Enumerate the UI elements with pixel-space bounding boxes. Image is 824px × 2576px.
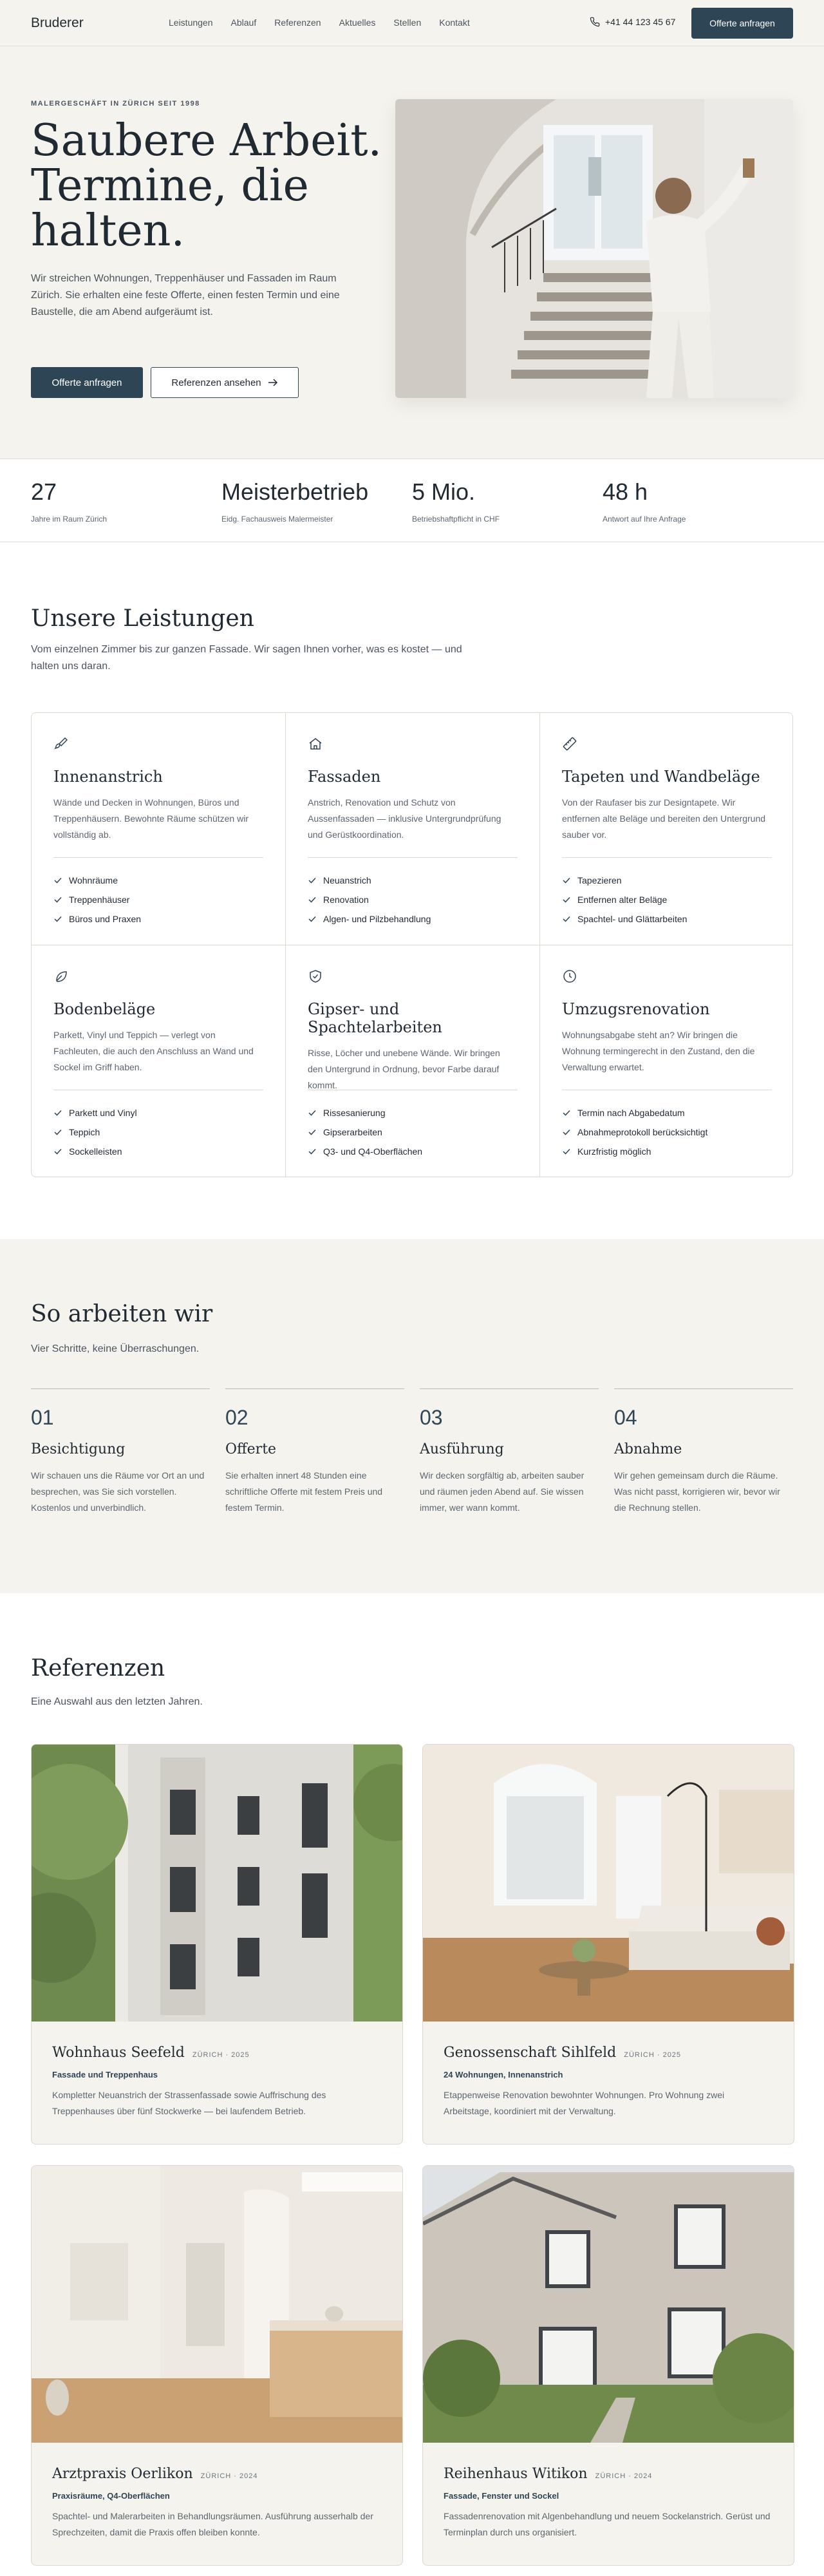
service-title: Fassaden [308, 768, 381, 786]
feature-item [53, 1122, 263, 1142]
shield-check-icon [308, 969, 323, 984]
phone-link[interactable] [590, 17, 675, 27]
check-icon [53, 1147, 62, 1156]
feature-item [562, 871, 772, 890]
service-features [562, 857, 772, 929]
feature-item [308, 1103, 518, 1122]
process-step [225, 1388, 404, 1516]
service-description: Wände und Decken in Wohnungen, Büros und Treppenhäusern. Bewohnte Räume schützen wir vollständig ab. [53, 797, 248, 840]
feature-label: Sockelleisten [69, 1146, 122, 1157]
step-text: Wir gehen gemeinsam durch die Räume. Was nicht passt, korrigieren wir, bevor wir die Rechnung stellen. [614, 1470, 780, 1513]
stat-item [603, 478, 783, 524]
reference-title: Genossenschaft Sihlfeld [444, 2045, 617, 2061]
service-description: Parkett, Vinyl und Teppich — verlegt von Fachleuten, die auch den Anschluss an Wand und Sockel im Griff haben. [53, 1030, 254, 1072]
check-icon [562, 914, 571, 923]
reference-scope: Praxisräume, Q4-Oberflächen [52, 2491, 170, 2501]
service-title: Bodenbeläge [53, 1000, 156, 1018]
brush-icon [53, 736, 69, 752]
references-title: Referenzen [31, 1655, 165, 1681]
nav-link-stellen[interactable]: Stellen [393, 17, 422, 28]
service-features [308, 1090, 518, 1161]
service-description: Risse, Löcher und unebene Wände. Wir bringen den Untergrund in Ordnung, bevor Farbe darauf kommt. [308, 1048, 500, 1090]
check-icon [308, 895, 317, 904]
stat-item [31, 478, 211, 524]
feature-label: Renovation [323, 895, 369, 905]
check-icon [562, 1147, 571, 1156]
feature-label: Abnahmeprotokoll berücksichtigt [577, 1127, 708, 1137]
nav-link-leistungen[interactable]: Leistungen [169, 17, 213, 28]
stat-value: 48 h [603, 478, 648, 505]
feature-item [308, 1122, 518, 1142]
reference-card[interactable] [31, 2165, 403, 2566]
hero-offer-button[interactable]: Offerte anfragen [31, 367, 143, 398]
reference-image [32, 2166, 403, 2443]
feature-label: Büros und Praxen [69, 914, 142, 924]
references-subtitle: Eine Auswahl aus den letzten Jahren. [31, 1696, 203, 1707]
stats-bar [0, 459, 824, 542]
reference-description: Spachtel- und Malerarbeiten in Behandlungsräumen. Ausführung ausserhalb der Sprechzeiten, damit die Praxis offen bleiben konnte. [52, 2511, 373, 2537]
service-card [286, 713, 539, 945]
feature-label: Treppenhäuser [69, 895, 130, 905]
service-features [562, 1090, 772, 1161]
reference-description: Etappenweise Renovation bewohnter Wohnungen. Pro Wohnung zwei Arbeitstage, koordiniert mit der Verwaltung. [444, 2090, 725, 2116]
reference-scope: 24 Wohnungen, Innenanstrich [444, 2070, 563, 2079]
service-features [53, 1090, 263, 1161]
reference-meta: ZÜRICH · 2024 [200, 2472, 258, 2480]
house-icon [308, 736, 323, 752]
hero-text: Wir streichen Wohnungen, Treppenhäuser und Fassaden im Raum Zürich. Sie erhalten eine feste Offerte, einen festen Termin und eine Baustelle, die am Abend aufgeräumt ist. [31, 273, 340, 317]
service-title: Umzugsrenovation [562, 1000, 710, 1018]
service-card [286, 945, 539, 1177]
feature-label: Wohnräume [69, 875, 118, 886]
check-icon [53, 1108, 62, 1117]
service-card [540, 945, 794, 1177]
reference-meta: ZÜRICH · 2025 [624, 2051, 682, 2059]
process-section [0, 1239, 824, 1593]
hero-references-button[interactable] [151, 367, 299, 398]
nav-link-ablauf[interactable]: Ablauf [230, 17, 257, 28]
reference-title: Reihenhaus Witikon [444, 2466, 588, 2482]
stat-value: Meisterbetrieb [221, 478, 369, 505]
check-icon [53, 895, 62, 904]
check-icon [308, 1147, 317, 1156]
nav-link-aktuelles[interactable]: Aktuelles [339, 17, 376, 28]
service-card [32, 713, 285, 945]
leaf-icon [53, 969, 69, 984]
service-description: Von der Raufaser bis zur Designtapete. Wir entfernen alte Beläge und bereiten den Untergrund sauber vor. [562, 797, 766, 840]
feature-item [53, 871, 263, 890]
reference-scope: Fassade, Fenster und Sockel [444, 2491, 559, 2501]
feature-label: Teppich [69, 1127, 100, 1137]
reference-title: Wohnhaus Seefeld [52, 2045, 185, 2061]
header-cta-button[interactable]: Offerte anfragen [691, 8, 793, 39]
reference-image [32, 1745, 403, 2022]
step-text: Wir decken sorgfältig ab, arbeiten sauber und räumen jeden Abend auf. Sie wissen immer, wer wann kommt. [420, 1470, 585, 1513]
service-description: Anstrich, Renovation und Schutz von Aussenfassaden — inklusive Untergrundprüfung und Gerüstkoordination. [308, 797, 501, 840]
feature-label: Gipserarbeiten [323, 1127, 382, 1137]
hero-eyebrow: MALERGESCHÄFT IN ZÜRICH SEIT 1998 [31, 100, 200, 108]
clock-icon [562, 969, 577, 984]
stat-value: 27 [31, 478, 57, 505]
feature-item [53, 909, 263, 929]
check-icon [562, 895, 571, 904]
feature-item [308, 871, 518, 890]
phone-number: +41 44 123 45 67 [605, 17, 676, 27]
feature-label: Kurzfristig möglich [577, 1146, 651, 1157]
step-number: 04 [614, 1406, 637, 1429]
stat-item [221, 478, 402, 524]
stat-label: Betriebshaftpflicht in CHF [412, 515, 500, 524]
nav-link-kontakt[interactable]: Kontakt [439, 17, 470, 28]
site-header [0, 0, 824, 46]
services-grid [31, 712, 793, 1177]
hero-section [0, 46, 824, 459]
feature-item [53, 1103, 263, 1122]
process-title: So arbeiten wir [31, 1301, 213, 1327]
step-number: 03 [420, 1406, 443, 1429]
check-icon [308, 1128, 317, 1137]
reference-card[interactable] [31, 1744, 403, 2145]
feature-label: Algen- und Pilzbehandlung [323, 914, 431, 924]
feature-label: Spachtel- und Glättarbeiten [577, 914, 688, 924]
stat-value: 5 Mio. [412, 478, 476, 505]
feature-item [562, 909, 772, 929]
ruler-icon [562, 736, 577, 752]
check-icon [53, 914, 62, 923]
step-title: Besichtigung [31, 1441, 126, 1457]
stat-label: Jahre im Raum Zürich [31, 515, 108, 524]
feature-label: Termin nach Abgabedatum [577, 1108, 685, 1118]
feature-item [308, 890, 518, 909]
feature-item [562, 1103, 772, 1122]
arrow-right-icon [268, 379, 278, 386]
reference-description: Fassadenrenovation mit Algenbehandlung und neuem Sockelanstrich. Gerüst und Terminplan durch uns organisiert. [444, 2511, 771, 2537]
check-icon [53, 1128, 62, 1137]
check-icon [562, 876, 571, 885]
reference-card[interactable] [422, 1744, 794, 2145]
hero-references-label: Referenzen ansehen [171, 377, 261, 388]
feature-item [562, 1142, 772, 1161]
service-features [308, 857, 518, 929]
feature-label: Parkett und Vinyl [69, 1108, 137, 1118]
check-icon [562, 1108, 571, 1117]
hero-title: Saubere Arbeit. Termine, die halten. [31, 115, 382, 256]
logo[interactable]: Bruderer [31, 15, 84, 30]
service-features [53, 857, 263, 929]
step-text: Sie erhalten innert 48 Stunden eine schriftliche Offerte mit festem Preis und festem Termin. [225, 1470, 383, 1513]
step-title: Abnahme [614, 1441, 682, 1457]
check-icon [308, 876, 317, 885]
stat-label: Antwort auf Ihre Anfrage [603, 515, 686, 524]
feature-label: Entfernen alter Beläge [577, 895, 668, 905]
process-step [614, 1388, 793, 1516]
services-title: Unsere Leistungen [31, 605, 254, 632]
reference-meta: ZÜRICH · 2024 [595, 2472, 653, 2480]
feature-label: Neuanstrich [323, 875, 371, 886]
reference-meta: ZÜRICH · 2025 [192, 2051, 250, 2059]
process-step [31, 1388, 210, 1516]
reference-image [423, 2166, 794, 2443]
service-title: Gipser- und Spachtelarbeiten [308, 1000, 442, 1036]
feature-item [562, 890, 772, 909]
check-icon [308, 914, 317, 923]
feature-item [53, 890, 263, 909]
feature-item [53, 1142, 263, 1161]
process-step [420, 1388, 599, 1516]
check-icon [562, 1128, 571, 1137]
check-icon [308, 1108, 317, 1117]
step-title: Ausführung [420, 1441, 504, 1457]
process-subtitle: Vier Schritte, keine Überraschungen. [31, 1343, 200, 1354]
services-subtitle: Vom einzelnen Zimmer bis zur ganzen Fassade. Wir sagen Ihnen vorher, was es kostet — und halten uns daran. [31, 644, 462, 672]
phone-icon [590, 17, 600, 27]
feature-label: Rissesanierung [323, 1108, 386, 1118]
stat-item [412, 478, 592, 524]
main-nav [169, 17, 470, 28]
reference-scope: Fassade und Treppenhaus [52, 2070, 158, 2079]
nav-link-referenzen[interactable]: Referenzen [274, 17, 321, 28]
step-title: Offerte [225, 1441, 277, 1457]
service-card [540, 713, 794, 945]
stat-label: Eidg. Fachausweis Malermeister [221, 515, 333, 524]
service-description: Wohnungsabgabe steht an? Wir bringen die Wohnung termingerecht in den Zustand, den die Verwaltung erwartet. [562, 1030, 755, 1072]
feature-item [562, 1122, 772, 1142]
reference-description: Kompletter Neuanstrich der Strassenfassade sowie Auffrischung des Treppenhauses über fünf Stockwerke — bei laufendem Betrieb. [52, 2090, 326, 2116]
feature-item [308, 1142, 518, 1161]
reference-card[interactable] [422, 2165, 794, 2566]
feature-label: Tapezieren [577, 875, 622, 886]
service-title: Tapeten und Wandbeläge [562, 768, 760, 786]
reference-image [423, 1745, 794, 2022]
step-number: 01 [31, 1406, 54, 1429]
step-number: 02 [225, 1406, 248, 1429]
hero-image [395, 99, 793, 398]
reference-title: Arztpraxis Oerlikon [52, 2466, 193, 2482]
check-icon [53, 876, 62, 885]
service-title: Innenanstrich [53, 768, 163, 786]
step-text: Wir schauen uns die Räume vor Ort an und besprechen, was Sie sich vorstellen. Kostenlos und unverbindlich. [31, 1470, 205, 1513]
feature-item [308, 909, 518, 929]
feature-label: Q3- und Q4-Oberflächen [323, 1146, 423, 1157]
service-card [32, 945, 285, 1177]
